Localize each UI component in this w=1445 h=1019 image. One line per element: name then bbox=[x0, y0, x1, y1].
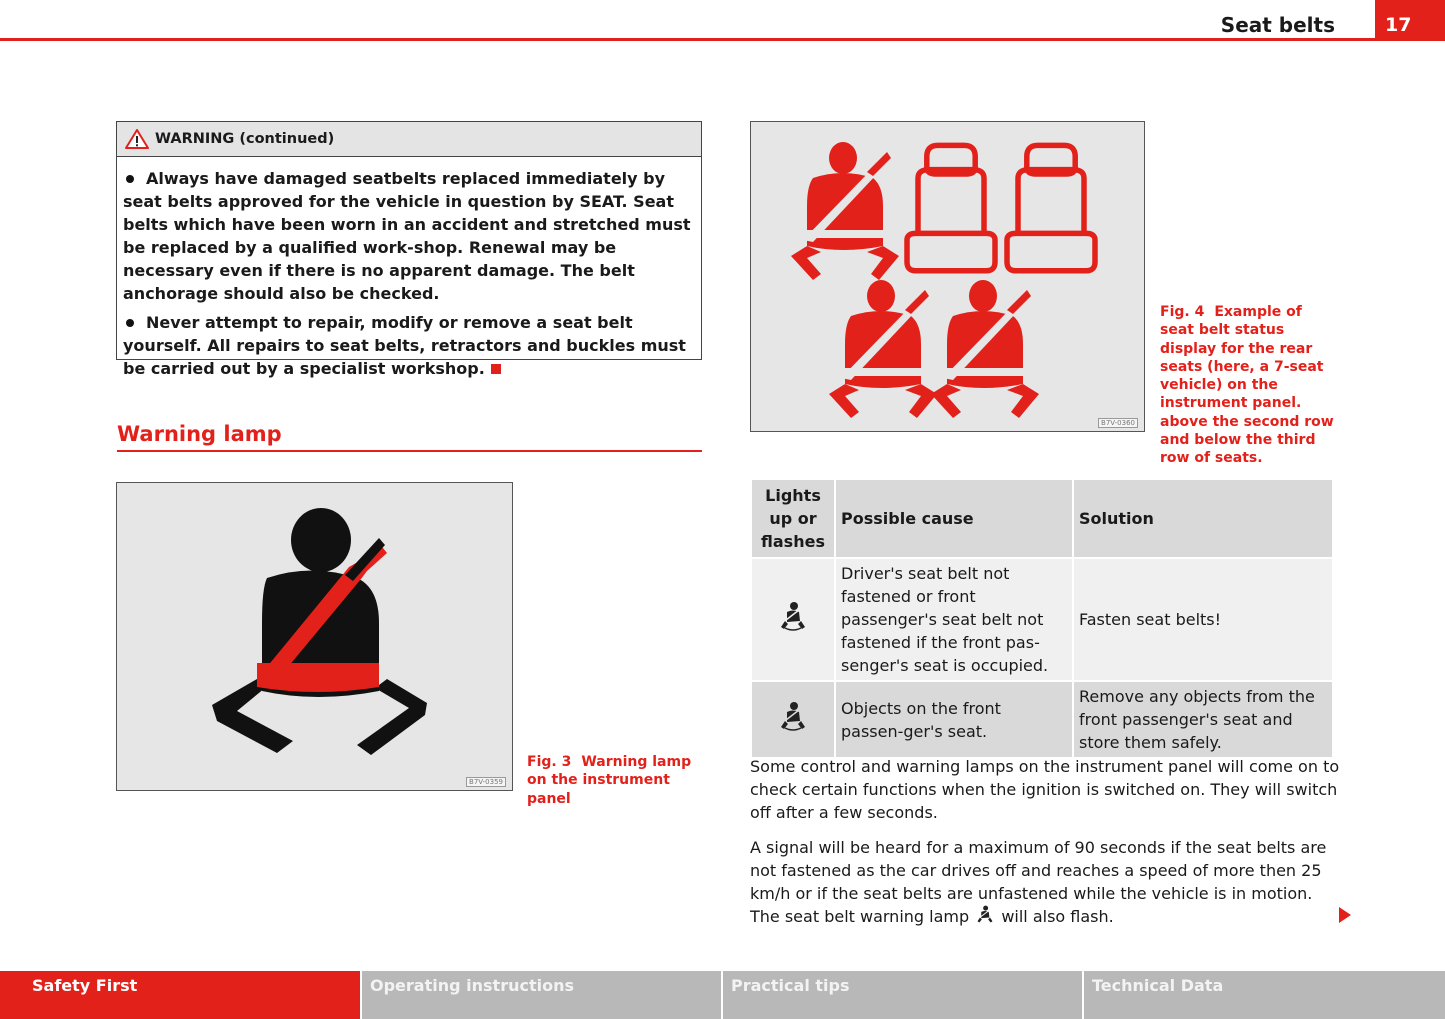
seatbelt-icon bbox=[779, 601, 807, 633]
figure-code: B7V-0360 bbox=[1098, 418, 1138, 428]
page-number: 17 bbox=[1375, 0, 1445, 41]
column-header-cause: Possible cause bbox=[835, 479, 1073, 558]
body-paragraph: A signal will be heard for a maximum of 90 seconds if the seat belts are not fastened as the car drives off and reaches a speed of more then 25 km/h or if the seat belts are unfastened while the vehicle is in motion. The seat belt warning lamp will also flash. bbox=[750, 838, 1327, 926]
next-page-arrow-icon bbox=[1338, 906, 1352, 924]
warning-body bbox=[117, 157, 701, 380]
header-rule bbox=[0, 38, 1445, 41]
figure-4-caption: Fig. 4 Example of seat belt status display for the rear seats (here, a 7-seat vehicle) on the instrument panel. above the second row and below the third row of seats. bbox=[1160, 304, 1334, 467]
bullet-icon bbox=[126, 319, 134, 327]
table-cell-solution: Fasten seat belts! bbox=[1073, 558, 1333, 681]
warning-item: Always have damaged seatbelts replaced immediately by seat belts approved for the vehicle in question by SEAT. Seat belts which have been worn in an accident and stretched must be replaced by a qualified work-shop. Renewal may be necessary even if there is no apparent damage. The belt anchorage should also be checked. bbox=[123, 169, 691, 303]
seatbelt-icon bbox=[976, 905, 994, 925]
seatbelt-icon bbox=[779, 701, 807, 733]
warning-box bbox=[116, 121, 702, 378]
tab-technical-data[interactable]: Technical Data bbox=[1084, 971, 1445, 1019]
section-heading: Warning lamp bbox=[117, 422, 282, 446]
table-cell-icon bbox=[751, 681, 835, 758]
tab-operating-instructions[interactable]: Operating instructions bbox=[362, 971, 721, 1019]
warning-heading: WARNING (continued) bbox=[155, 131, 335, 147]
figure-code: B7V-0359 bbox=[466, 777, 506, 787]
column-header-lights: Lights up or flashes bbox=[751, 479, 835, 558]
figure-3 bbox=[116, 482, 513, 791]
figure-4 bbox=[750, 121, 1145, 432]
table-cell-cause: Driver's seat belt not fastened or front passenger's seat belt not fastened if the front pas-senger's seat is occupied. bbox=[835, 558, 1073, 681]
tab-safety-first[interactable]: Safety First bbox=[0, 971, 360, 1019]
warning-triangle-icon bbox=[125, 129, 149, 149]
table-cell-icon bbox=[751, 558, 835, 681]
warning-item: Never attempt to repair, modify or remove a seat belt yourself. All repairs to seat belts, retractors and buckles must be carried out by a specialist workshop. bbox=[123, 313, 686, 378]
table-row bbox=[751, 558, 1333, 681]
tab-practical-tips[interactable]: Practical tips bbox=[723, 971, 1082, 1019]
column-header-solution: Solution bbox=[1073, 479, 1333, 558]
section-rule bbox=[117, 450, 702, 452]
warning-lamp-table bbox=[750, 478, 1334, 759]
table-row bbox=[751, 681, 1333, 758]
footer-tabs bbox=[0, 971, 1445, 1019]
section-end-icon bbox=[491, 364, 501, 374]
bullet-icon bbox=[126, 175, 134, 183]
table-cell-cause: Objects on the front passen-ger's seat. bbox=[835, 681, 1073, 758]
seat-status-display-illustration bbox=[751, 122, 1143, 430]
table-header-row bbox=[751, 479, 1333, 558]
figure-3-caption: Fig. 3 Warning lamp on the instrument panel bbox=[527, 754, 692, 807]
seatbelt-warning-lamp-illustration bbox=[117, 483, 511, 789]
body-paragraph: Some control and warning lamps on the instrument panel will come on to check certain functions when the ignition is switched on. They will switch off after a few seconds. bbox=[750, 757, 1340, 822]
warning-header bbox=[117, 122, 701, 157]
page-title: Seat belts bbox=[1220, 13, 1335, 37]
table-cell-solution: Remove any objects from the front passenger's seat and store them safely. bbox=[1073, 681, 1333, 758]
